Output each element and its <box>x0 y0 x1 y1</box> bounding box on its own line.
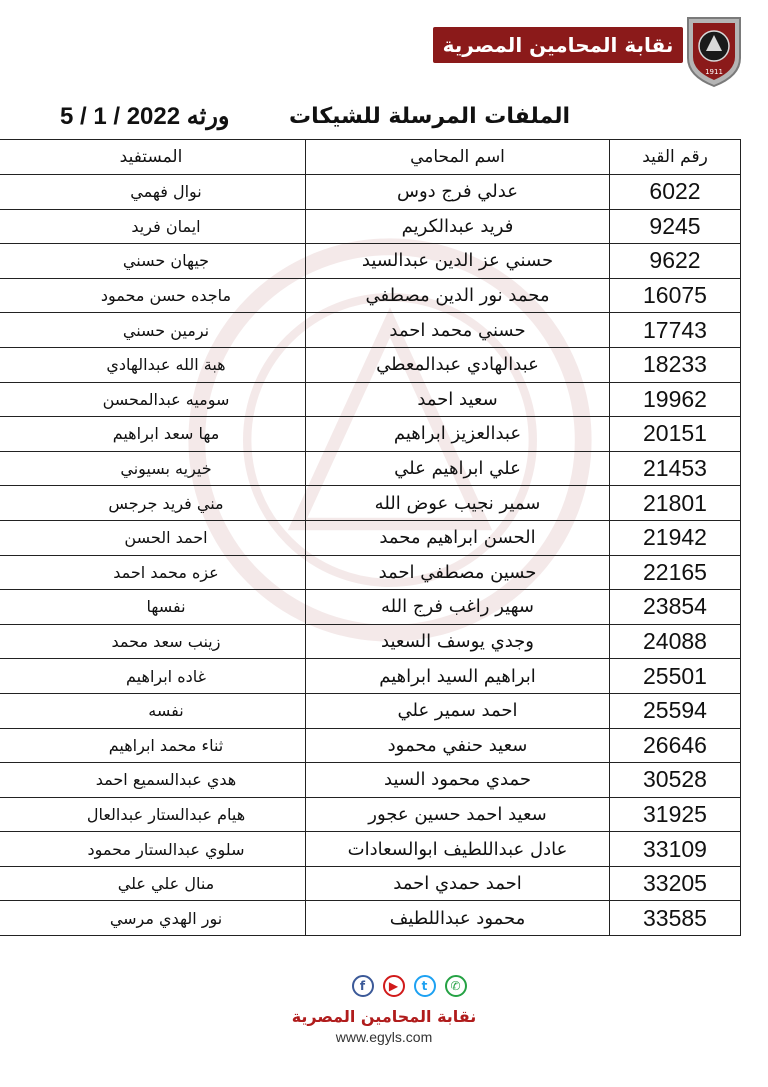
header-banner <box>433 27 683 63</box>
registration-number: 21801 <box>610 486 741 521</box>
column-header-lawyer: اسم المحامي <box>306 140 610 175</box>
table-row <box>0 209 741 244</box>
lawyer-name: وجدي يوسف السعيد <box>306 624 610 659</box>
beneficiary-name: نور الهدي مرسي <box>0 901 306 936</box>
banner-title: نقابة المحامين المصرية <box>442 33 674 57</box>
table-row <box>0 451 741 486</box>
table-row <box>0 278 741 313</box>
beneficiary-name: احمد الحسن <box>0 520 306 555</box>
beneficiary-name: جيهان حسني <box>0 244 306 279</box>
registration-number: 25594 <box>610 693 741 728</box>
youtube-icon[interactable]: ▶ <box>383 975 405 997</box>
beneficiary-name: زينب سعد محمد <box>0 624 306 659</box>
lawyer-name: سمير نجيب عوض الله <box>306 486 610 521</box>
document-title <box>60 98 570 134</box>
table-row <box>0 624 741 659</box>
lawyer-name: سعيد احمد <box>306 382 610 417</box>
beneficiary-name: نوال فهمي <box>0 175 306 210</box>
footer <box>0 975 768 1045</box>
table-row <box>0 797 741 832</box>
lawyer-name: احمد حمدي احمد <box>306 866 610 901</box>
beneficiary-name: ثناء محمد ابراهيم <box>0 728 306 763</box>
table-row <box>0 693 741 728</box>
beneficiary-name: نفسها <box>0 590 306 625</box>
beneficiary-name: ايمان فريد <box>0 209 306 244</box>
lawyer-name: حسين مصطفي احمد <box>306 555 610 590</box>
footer-website-link[interactable]: www.egyls.com <box>335 1029 433 1045</box>
title-text: الملفات المرسلة للشيكات <box>288 103 570 129</box>
beneficiary-name: خيريه بسيوني <box>0 451 306 486</box>
lawyer-name: محمد نور الدين مصطفي <box>306 278 610 313</box>
registration-number: 33109 <box>610 832 741 867</box>
registration-number: 23854 <box>610 590 741 625</box>
registration-number: 24088 <box>610 624 741 659</box>
twitter-icon[interactable]: t <box>414 975 436 997</box>
beneficiary-name: مني فريد جرجس <box>0 486 306 521</box>
registration-number: 9245 <box>610 209 741 244</box>
table-row <box>0 347 741 382</box>
table-row <box>0 382 741 417</box>
table-row <box>0 555 741 590</box>
lawyer-name: حسني محمد احمد <box>306 313 610 348</box>
lawyer-name: عادل عبداللطيف ابوالسعادات <box>306 832 610 867</box>
registration-number: 31925 <box>610 797 741 832</box>
beneficiary-name: منال علي علي <box>0 866 306 901</box>
registration-number: 9622 <box>610 244 741 279</box>
table-row <box>0 901 741 936</box>
registration-number: 33585 <box>610 901 741 936</box>
footer-org-name: نقابة المحامين المصرية <box>291 1007 477 1026</box>
beneficiary-name: نرمين حسني <box>0 313 306 348</box>
registration-number: 19962 <box>610 382 741 417</box>
table-row <box>0 486 741 521</box>
registration-number: 6022 <box>610 175 741 210</box>
beneficiary-name: غاده ابراهيم <box>0 659 306 694</box>
lawyer-name: الحسن ابراهيم محمد <box>306 520 610 555</box>
table-row <box>0 832 741 867</box>
table-row <box>0 866 741 901</box>
column-header-id: رقم القيد <box>610 140 741 175</box>
beneficiary-name: سلوي عبدالستار محمود <box>0 832 306 867</box>
beneficiary-name: عزه محمد احمد <box>0 555 306 590</box>
social-icons <box>50 975 768 997</box>
beneficiary-name: نفسه <box>0 693 306 728</box>
beneficiary-name: ماجده حسن محمود <box>0 278 306 313</box>
beneficiary-name: مها سعد ابراهيم <box>0 417 306 452</box>
table-header-row <box>0 140 741 175</box>
registration-number: 21453 <box>610 451 741 486</box>
registration-number: 21942 <box>610 520 741 555</box>
lawyer-name: ابراهيم السيد ابراهيم <box>306 659 610 694</box>
lawyer-name: محمود عبداللطيف <box>306 901 610 936</box>
title-date: 5 / 1 / 2022 ورثه <box>60 102 230 130</box>
registration-number: 16075 <box>610 278 741 313</box>
logo-year: 1911 <box>705 68 723 76</box>
lawyer-name: فريد عبدالكريم <box>306 209 610 244</box>
table-row <box>0 763 741 798</box>
registry-table <box>0 139 741 936</box>
lawyer-name: حمدي محمود السيد <box>306 763 610 798</box>
registration-number: 20151 <box>610 417 741 452</box>
whatsapp-icon[interactable]: ✆ <box>445 975 467 997</box>
lawyer-name: سعيد حنفي محمود <box>306 728 610 763</box>
lawyer-name: احمد سمير علي <box>306 693 610 728</box>
registration-number: 26646 <box>610 728 741 763</box>
registration-number: 33205 <box>610 866 741 901</box>
table-row <box>0 417 741 452</box>
registration-number: 22165 <box>610 555 741 590</box>
lawyer-name: عبدالعزيز ابراهيم <box>306 417 610 452</box>
beneficiary-name: هبة الله عبدالهادي <box>0 347 306 382</box>
table-row <box>0 313 741 348</box>
lawyer-name: سعيد احمد حسين عجور <box>306 797 610 832</box>
column-header-beneficiary: المستفيد <box>0 140 306 175</box>
lawyer-name: سهير راغب فرج الله <box>306 590 610 625</box>
lawyer-name: حسني عز الدين عبدالسيد <box>306 244 610 279</box>
beneficiary-name: هيام عبدالستار عبدالعال <box>0 797 306 832</box>
facebook-icon[interactable]: f <box>352 975 374 997</box>
table-row <box>0 590 741 625</box>
lawyer-name: عدلي فرج دوس <box>306 175 610 210</box>
table-row <box>0 728 741 763</box>
beneficiary-name: هدي عبدالسميع احمد <box>0 763 306 798</box>
table-row <box>0 175 741 210</box>
registration-number: 18233 <box>610 347 741 382</box>
table-row <box>0 659 741 694</box>
registration-number: 30528 <box>610 763 741 798</box>
table-row <box>0 244 741 279</box>
lawyer-name: علي ابراهيم علي <box>306 451 610 486</box>
registration-number: 17743 <box>610 313 741 348</box>
syndicate-logo <box>684 14 744 88</box>
beneficiary-name: سوميه عبدالمحسن <box>0 382 306 417</box>
registration-number: 25501 <box>610 659 741 694</box>
lawyer-name: عبدالهادي عبدالمعطي <box>306 347 610 382</box>
table-row <box>0 520 741 555</box>
table-body <box>0 175 741 936</box>
